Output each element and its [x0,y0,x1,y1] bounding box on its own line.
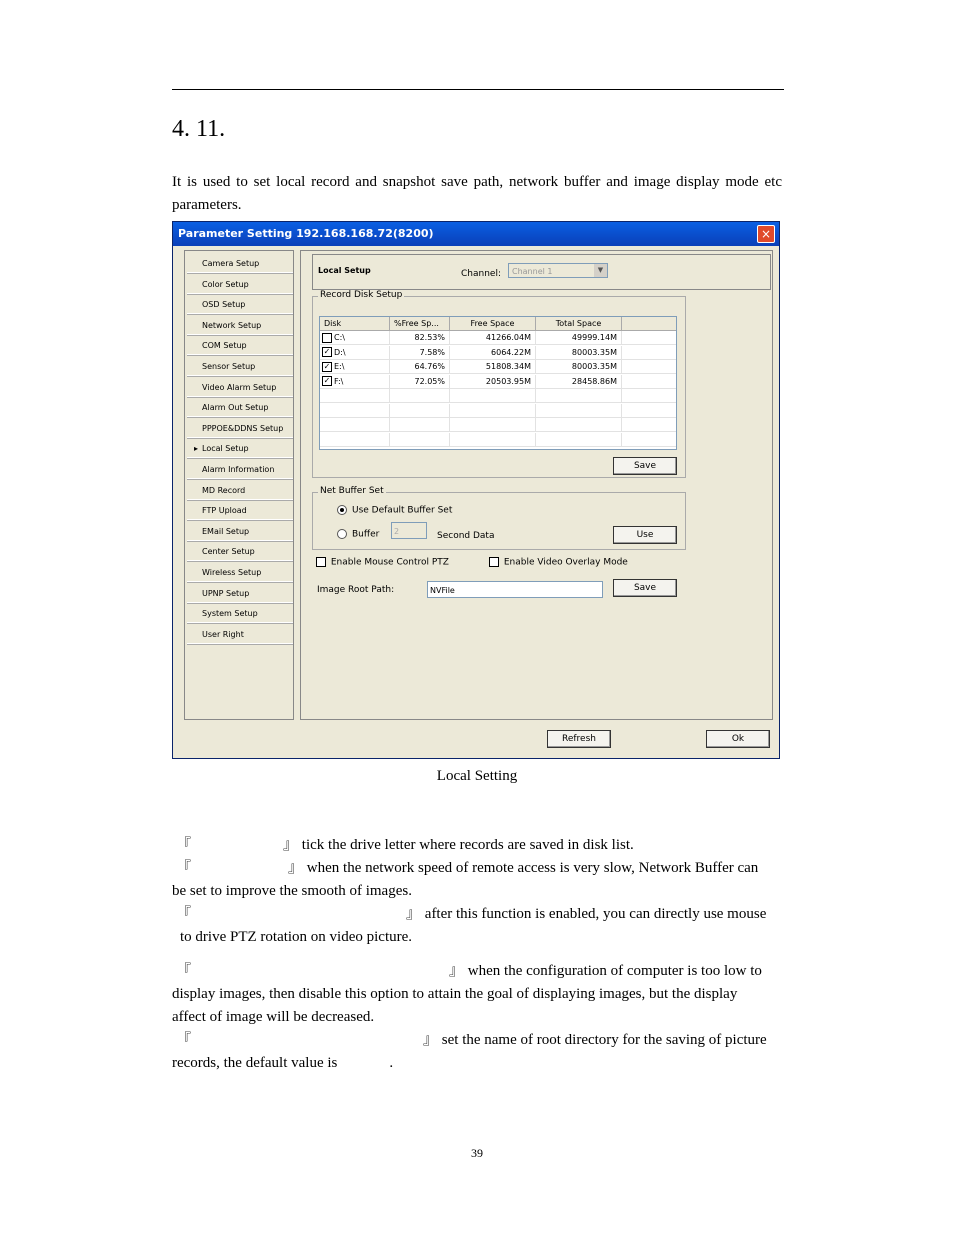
nav-item[interactable]: COM Setup [187,336,293,355]
note-buffer [176,857,782,880]
checkbox-icon [316,557,326,567]
checkbox-icon [489,557,499,567]
pct-free-cell: 64.76% [390,360,450,374]
total-space-cell: 28458.86M [536,375,622,389]
channel-select[interactable] [508,263,608,278]
disk-letter: D:\ [334,347,346,357]
empty-cell [390,404,450,418]
image-root-save-button[interactable]: Save [613,579,677,597]
note-overlay-text: when the configuration of computer is too low to [467,963,762,979]
close-bracket: 』 [288,860,304,876]
nav-item[interactable]: Network Setup [187,316,293,335]
note-buffer-text: when the network speed of remote access is very slow, Network Buffer can [306,860,759,876]
note-overlay [176,960,782,983]
note-ptz-cont: to drive PTZ rotation on video picture. [180,929,413,945]
checkbox-icon[interactable] [322,333,332,343]
free-space-cell: 20503.95M [450,375,536,389]
empty-cell [390,389,450,403]
empty-cell [536,418,622,432]
checkbox-checked-icon[interactable]: ✓ [323,376,331,385]
total-space-cell: 80003.35M [536,360,622,374]
open-bracket: 『 [176,963,192,979]
dialog-title: Parameter Setting 192.168.168.72(8200) [173,222,779,246]
note-root-cont [172,1052,782,1075]
buffer-use-button[interactable]: Use [613,526,677,544]
close-bracket: 』 [283,837,299,853]
note-ptz-text: after this function is enabled, you can directly use mouse [424,906,767,922]
nav-item[interactable]: ▸ Local Setup [187,439,293,458]
default-buffer-option[interactable] [337,505,452,516]
free-space-cell: 41266.04M [450,331,536,345]
checkbox-checked-icon[interactable]: ✓ [323,347,331,356]
disk-cell[interactable] [320,375,390,389]
open-bracket: 『 [176,906,192,922]
disk-save-button[interactable]: Save [613,457,677,475]
pct-free-cell: 82.53% [390,331,450,345]
header-rule [172,89,784,90]
buffer-label: Buffer [352,529,380,540]
open-bracket: 『 [176,860,192,876]
image-root-input[interactable]: NVFile [427,581,603,598]
note-buffer-cont: be set to improve the smooth of images. [172,883,412,899]
empty-cell [450,404,536,418]
mouse-ptz-checkbox[interactable] [314,557,449,568]
close-icon[interactable]: × [757,225,775,243]
col-pct-free[interactable]: %Free Sp... [390,317,450,331]
nav-item[interactable]: Sensor Setup [187,357,293,376]
nav-item[interactable]: Wireless Setup [187,563,293,582]
refresh-button[interactable]: Refresh [547,730,611,748]
empty-cell [390,433,450,447]
empty-cell [622,404,677,418]
col-disk[interactable]: Disk [320,317,390,331]
note-root [176,1029,782,1052]
open-bracket: 『 [176,1032,192,1048]
nav-item[interactable]: Center Setup [187,542,293,561]
image-root-label: Image Root Path: [317,585,395,595]
section-number: 4. 11. [172,116,226,142]
custom-buffer-option[interactable] [337,529,379,540]
empty-cell [536,433,622,447]
parameter-setting-dialog [172,221,780,759]
net-buffer-title: Net Buffer Set [320,486,384,496]
nav-item[interactable]: MD Record [187,481,293,500]
empty-cell [390,418,450,432]
radio-selected-icon [337,505,347,515]
blank-cell [622,375,677,389]
empty-cell [320,389,390,403]
note-root-text: set the name of root directory for the saving of picture [441,1032,767,1048]
col-free-space[interactable]: Free Space [450,317,536,331]
empty-cell [320,418,390,432]
empty-cell [536,389,622,403]
note-root-default-text: records, the default value is [172,1055,338,1071]
empty-cell [450,418,536,432]
nav-item[interactable]: Color Setup [187,275,293,294]
pct-free-cell: 7.58% [390,346,450,360]
nav-item[interactable]: UPNP Setup [187,584,293,603]
intro-paragraph: It is used to set local record and snapshot save path, network buffer and image display mode etc parameters. [172,174,782,213]
disk-cell[interactable] [320,331,390,345]
disk-letter: E:\ [334,362,345,371]
note-ptz [176,903,782,926]
empty-cell [536,404,622,418]
mouse-ptz-label: Enable Mouse Control PTZ [330,557,449,568]
record-disk-group [312,290,686,478]
note-disk-text: tick the drive letter where records are saved in disk list. [301,837,634,853]
channel-label: Channel: [461,269,501,279]
blank-cell [622,360,677,374]
page-number: 39 [471,1146,483,1160]
nav-item[interactable]: FTP Upload [187,501,293,520]
pct-free-cell: 72.05% [390,375,450,389]
panel-title: Local Setup [318,266,371,275]
total-space-cell: 49999.14M [536,331,622,345]
nav-item[interactable]: PPPOE&DDNS Setup [187,419,293,438]
open-bracket: 『 [176,837,192,853]
disk-letter: F:\ [334,376,344,386]
empty-cell [320,433,390,447]
nav-item[interactable]: System Setup [187,604,293,623]
local-setup-panel [300,250,773,720]
nav-item[interactable]: Video Alarm Setup [187,378,293,397]
default-buffer-label: Use Default Buffer Set [352,505,453,516]
video-overlay-label: Enable Video Overlay Mode [503,557,628,568]
total-space-cell: 80003.35M [536,346,622,360]
empty-cell [622,433,677,447]
empty-cell [622,389,677,403]
note-disk [176,834,782,857]
channel-select-value: Channel 1 [512,267,553,276]
radio-unselected-icon [337,529,347,539]
record-disk-title: Record Disk Setup [320,290,403,300]
empty-cell [450,389,536,403]
col-blank [622,317,677,331]
disk-list[interactable] [319,316,677,450]
close-bracket: 』 [423,1032,439,1048]
free-space-cell: 51808.34M [450,360,536,374]
empty-cell [622,418,677,432]
chevron-down-icon: ▼ [594,264,607,277]
disk-cell[interactable] [320,346,390,360]
empty-cell [320,404,390,418]
local-setup-header [312,254,771,290]
settings-nav [184,250,294,720]
second-data-label: Second Data [437,531,495,541]
video-overlay-checkbox[interactable] [487,557,628,568]
checkbox-checked-icon[interactable]: ✓ [323,361,331,371]
disk-cell[interactable] [320,360,390,374]
note-overlay-cont2: affect of image will be decreased. [172,1009,375,1025]
disk-letter: C:\ [334,333,345,342]
blank-cell [622,346,677,360]
nav-item[interactable]: Camera Setup [187,254,293,273]
nav-item[interactable]: User Right [187,625,293,644]
nav-item[interactable]: Alarm Out Setup [187,398,293,417]
figure-caption: Local Setting [436,768,518,784]
nav-item[interactable]: EMail Setup [187,522,293,541]
nav-item[interactable]: Alarm Information [187,460,293,479]
note-root-period: . [389,1055,394,1071]
buffer-seconds-input[interactable]: 2 [391,522,427,539]
ok-button[interactable]: Ok [706,730,770,748]
nav-item[interactable]: OSD Setup [187,295,293,314]
col-total-space[interactable]: Total Space [536,317,622,331]
close-bracket: 』 [449,963,465,979]
close-bracket: 』 [406,906,422,922]
empty-cell [450,433,536,447]
free-space-cell: 6064.22M [450,346,536,360]
note-overlay-cont1: display images, then disable this option to attain the goal of displaying images, but the display [172,986,738,1002]
net-buffer-group [312,486,686,550]
blank-cell [622,331,677,345]
